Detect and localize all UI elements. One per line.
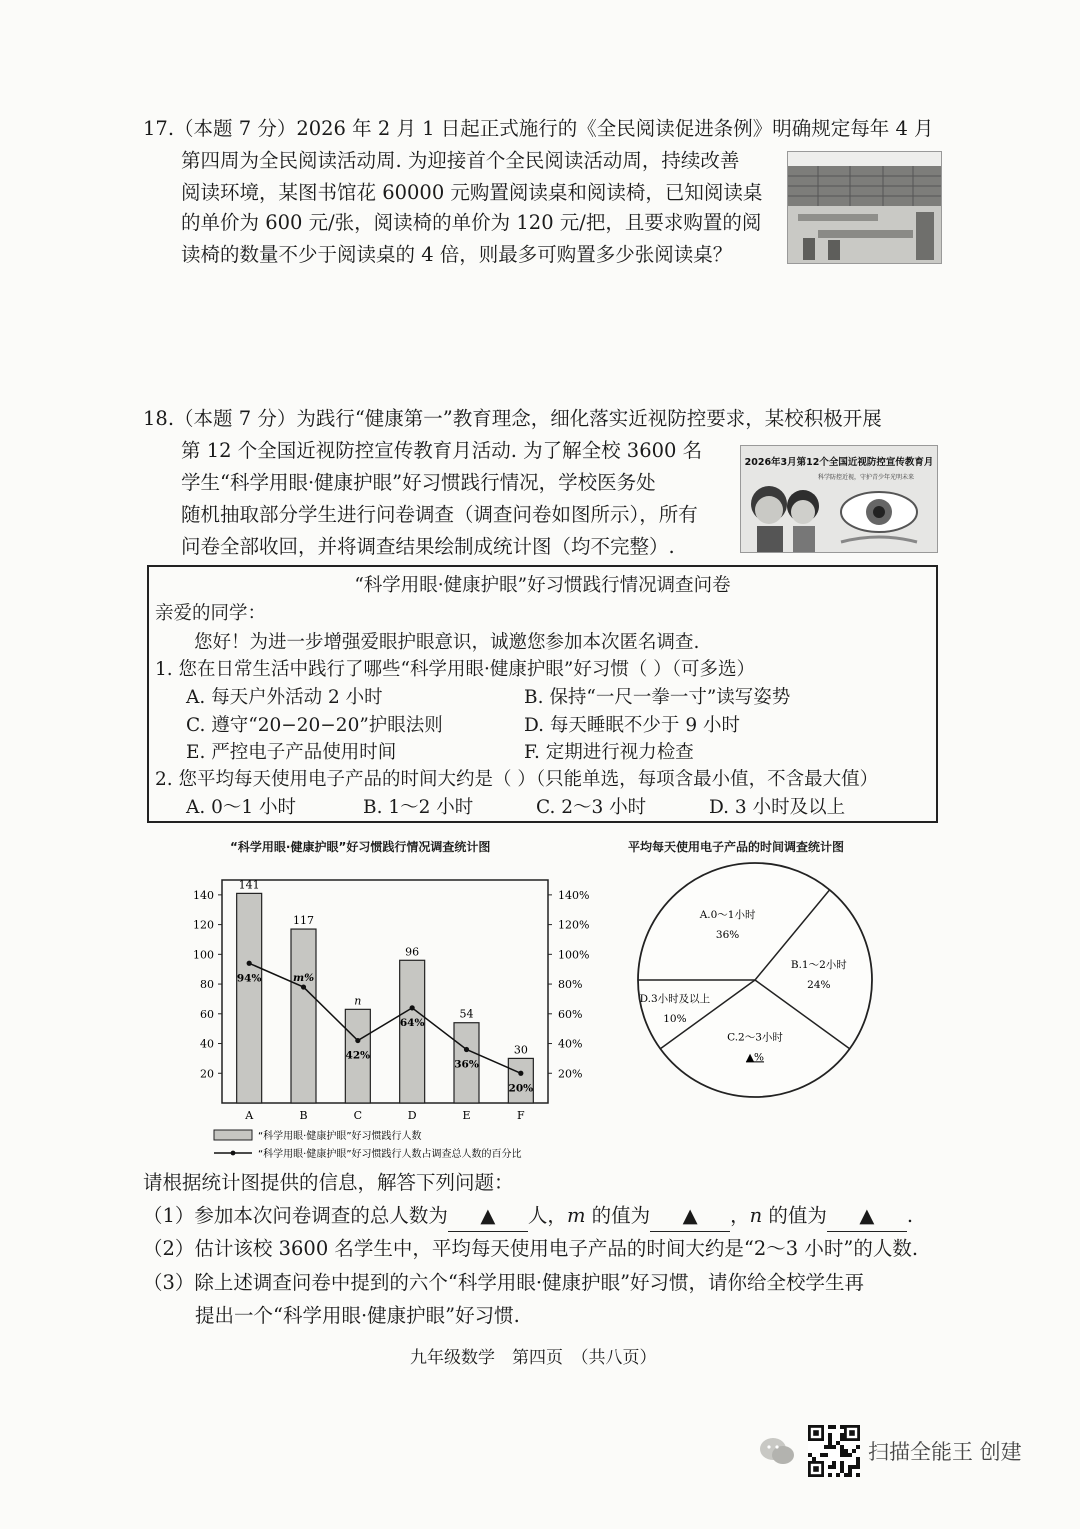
page-footer: 九年级数学 第四页 （共八页） <box>410 1348 657 1368</box>
qr-module <box>832 1425 836 1429</box>
qr-module <box>856 1473 860 1477</box>
x-tick-label: D <box>407 1109 417 1122</box>
qr-module <box>852 1449 856 1453</box>
y2-tick-label: 100% <box>558 948 590 962</box>
qr-module <box>840 1461 844 1465</box>
q18-line-2: 第 12 个全国近视防控宣传教育月活动. 为了解全校 3600 名 <box>181 439 703 462</box>
qr-module <box>828 1445 832 1449</box>
qr-module <box>840 1465 844 1469</box>
y-tick-label: 20 <box>200 1067 214 1081</box>
qr-module <box>840 1469 844 1473</box>
y2-tick-label: 60% <box>558 1007 583 1021</box>
questions-intro: 请根据统计图提供的信息，解答下列问题： <box>143 1171 514 1194</box>
wechat-icon <box>757 1431 797 1471</box>
survey-greeting: 亲爱的同学： <box>155 603 267 624</box>
question-2: （2）估计该校 3600 名学生中，平均每天使用电子产品的时间大约是“2～3 小时”的人数. <box>143 1237 919 1260</box>
qr-module <box>828 1425 832 1429</box>
pie-slice-value: ▲% <box>745 1051 765 1064</box>
qr-module <box>836 1441 840 1445</box>
percent-point <box>464 1047 469 1052</box>
y-tick-label: 120 <box>193 918 214 932</box>
qr-module <box>832 1445 836 1449</box>
survey-intro: 您好！为进一步增强爱眼护眼意识，诚邀您参加本次匿名调查. <box>194 632 700 653</box>
bar-value-label: 30 <box>513 1043 528 1057</box>
q17-line-1: 17.（本题 7 分）2026 年 2 月 1 日起正式施行的《全民阅读促进条例》明确规定每年 4 月 <box>143 117 934 140</box>
q2-option-c: C. 2～3 小时 <box>536 797 647 818</box>
pie-chart-title: 平均每天使用电子产品的时间调查统计图 <box>628 840 845 854</box>
y2-tick-label: 120% <box>558 918 590 932</box>
pie-slice-label: D.3小时及以上 <box>639 993 711 1006</box>
qr-module <box>840 1453 844 1457</box>
qr-module <box>848 1469 852 1473</box>
qr-module <box>812 1457 816 1461</box>
bar-D <box>400 960 425 1103</box>
qr-module <box>848 1465 852 1469</box>
question-1: （1）参加本次问卷调查的总人数为 ▲ 人，m 的值为 ▲ ，n 的值为 ▲ . <box>143 1201 913 1232</box>
x-tick-label: B <box>299 1109 308 1122</box>
qr-module <box>848 1453 852 1457</box>
survey-box <box>147 565 938 823</box>
qr-module <box>828 1465 832 1469</box>
percent-point <box>518 1071 523 1076</box>
q2-option-d: D. 3 小时及以上 <box>709 797 846 818</box>
q17-line-4: 的单价为 600 元/张，阅读椅的单价为 120 元/把，且要求购置的阅 <box>181 211 762 234</box>
qr-finder-core <box>849 1430 855 1436</box>
qr-module <box>840 1425 844 1429</box>
q17-line-2: 第四周为全民阅读活动周. 为迎接首个全民阅读活动周，持续改善 <box>181 149 740 172</box>
qr-module <box>856 1465 860 1469</box>
percent-label: 36% <box>454 1058 479 1071</box>
eye-care-poster <box>740 445 938 553</box>
qr-module <box>828 1437 832 1441</box>
qr-module <box>840 1433 844 1437</box>
pie-slice-value: 10% <box>663 1013 687 1026</box>
y-tick-label: 60 <box>200 1007 214 1021</box>
percent-point <box>301 984 306 989</box>
qr-module <box>824 1445 828 1449</box>
qr-module <box>808 1453 812 1457</box>
y-tick-label: 80 <box>200 978 214 992</box>
question-1-text-c: 的值为 <box>585 1204 651 1227</box>
y-tick-label: 40 <box>200 1037 214 1051</box>
option-b: B. 保持“一尺一拳一寸”读写姿势 <box>524 687 791 708</box>
q18-line-5: 问卷全部收回，并将调查结果绘制成统计图（均不完整）. <box>181 535 675 558</box>
qr-module <box>840 1449 844 1453</box>
pie-slice-label: B.1～2小时 <box>790 958 847 971</box>
legend-bar-swatch <box>214 1130 252 1140</box>
qr-module <box>852 1465 856 1469</box>
q18-line-3: 学生“科学用眼·健康护眼”好习惯践行情况，学校医务处 <box>181 471 656 494</box>
qr-module <box>832 1465 836 1469</box>
pie-slice-value: 36% <box>715 928 740 941</box>
answer-blank-total[interactable]: ▲ <box>448 1201 528 1232</box>
bar-chart <box>180 860 620 1165</box>
poster-subtitle: 科学防控近视，守护青少年光明未来 <box>817 474 914 481</box>
legend-line-marker <box>231 1151 236 1156</box>
qr-module <box>844 1449 848 1453</box>
qr-code-icon <box>808 1425 860 1477</box>
option-a: A. 每天户外活动 2 小时 <box>186 687 383 708</box>
y2-tick-label: 20% <box>558 1067 583 1081</box>
qr-module <box>828 1441 832 1445</box>
variable-n: n <box>749 1204 763 1227</box>
percent-label: 20% <box>508 1082 534 1095</box>
answer-blank-n[interactable]: ▲ <box>827 1201 907 1232</box>
pie-slice-value: 24% <box>807 978 831 991</box>
bar-F <box>508 1058 533 1103</box>
percent-point <box>410 1005 415 1010</box>
percent-point <box>355 1038 360 1043</box>
percent-label: 94% <box>236 972 262 985</box>
q17-line-5: 读椅的数量不少于阅读桌的 4 倍，则最多可购置多少张阅读桌？ <box>181 243 733 266</box>
poster-title: 2026年3月第12个全国近视防控宣传教育月 <box>744 457 934 468</box>
qr-module <box>844 1473 848 1477</box>
legend-line-label: “科学用眼·健康护眼”好习惯践行人数占调查总人数的百分比 <box>258 1149 522 1160</box>
q18-line-4: 随机抽取部分学生进行问卷调查（调查问卷如图所示），所有 <box>181 503 698 526</box>
y-tick-label: 100 <box>193 948 214 962</box>
survey-title: “科学用眼·健康护眼”好习惯践行情况调查问卷 <box>354 575 731 596</box>
y2-tick-label: 140% <box>558 888 590 902</box>
option-d: D. 每天睡眠不少于 9 小时 <box>524 715 740 736</box>
qr-finder-core <box>813 1466 819 1472</box>
q2-option-b: B. 1～2 小时 <box>363 797 474 818</box>
bar-value-label: 117 <box>293 914 314 928</box>
qr-module <box>856 1445 860 1449</box>
pie-slice-label: C.2～3小时 <box>727 1031 783 1044</box>
y-tick-label: 140 <box>193 888 214 902</box>
q2-option-a: A. 0～1 小时 <box>186 797 297 818</box>
y2-tick-label: 40% <box>558 1037 583 1051</box>
bar-value-label: 96 <box>405 945 420 959</box>
percent-line <box>249 963 521 1073</box>
option-f: F. 定期进行视力检查 <box>524 742 694 763</box>
bar-A <box>237 893 262 1103</box>
qr-finder-core <box>813 1430 819 1436</box>
qr-module <box>840 1437 844 1441</box>
legend-bar-label: “科学用眼·健康护眼”好习惯践行人数 <box>258 1131 422 1142</box>
qr-module <box>856 1457 860 1461</box>
question-3-line-1: （3）除上述调查问卷中提到的六个“科学用眼·健康护眼”好习惯，请你给全校学生再 <box>143 1271 865 1294</box>
option-e: E. 严控电子产品使用时间 <box>186 742 397 763</box>
qr-module <box>832 1461 836 1465</box>
qr-module <box>848 1473 852 1477</box>
bar-chart-title: “科学用眼·健康护眼”好习惯践行情况调查统计图 <box>230 840 491 854</box>
question-1-text-e: . <box>906 1204 914 1227</box>
percent-label: m% <box>292 972 315 985</box>
bar-value-label: 141 <box>238 878 260 892</box>
question-1-text-b: 人， <box>527 1204 567 1227</box>
percent-point <box>247 961 252 966</box>
pie-chart <box>635 855 875 1105</box>
pie-slice-label: A.0～1小时 <box>699 908 756 921</box>
q18-line-1: 18.（本题 7 分）为践行“健康第一”教育理念，细化落实近视防控要求，某校积极开展 <box>143 407 882 430</box>
variable-m: m <box>566 1204 586 1227</box>
option-c: C. 遵守“20−20−20”护眼法则 <box>186 715 443 736</box>
bar-value-label: n <box>354 994 362 1008</box>
question-3-line-2: 提出一个“科学用眼·健康护眼”好习惯. <box>195 1304 520 1327</box>
library-photo <box>787 151 942 264</box>
qr-module <box>840 1445 844 1449</box>
question-1-text-a: （1）参加本次问卷调查的总人数为 <box>143 1204 448 1227</box>
percent-label: 42% <box>345 1049 371 1062</box>
plot-frame <box>222 880 548 1103</box>
answer-blank-m[interactable]: ▲ <box>650 1201 730 1232</box>
survey-question-1: 1. 您在日常生活中践行了哪些“科学用眼·健康护眼”好习惯（ ）（可多选） <box>155 659 755 680</box>
x-tick-label: C <box>353 1109 363 1122</box>
q17-line-3: 阅读环境，某图书馆花 60000 元购置阅读桌和阅读椅，已知阅读桌 <box>181 181 763 204</box>
bar-value-label: 54 <box>459 1007 474 1021</box>
qr-module <box>828 1433 832 1437</box>
question-1-text-d: 的值为 <box>762 1204 827 1227</box>
y2-tick-label: 80% <box>558 978 583 992</box>
bar-B <box>291 929 316 1103</box>
qr-module <box>820 1453 824 1457</box>
qr-module <box>824 1453 828 1457</box>
x-tick-label: F <box>517 1109 525 1122</box>
survey-question-2: 2. 您平均每天使用电子产品的时间大约是（ ）（只能单选，每项含最小值，不含最大值） <box>155 769 879 790</box>
percent-label: 64% <box>399 1016 425 1029</box>
qr-module <box>836 1473 840 1477</box>
x-tick-label: A <box>245 1109 254 1122</box>
qr-module <box>828 1473 832 1477</box>
watermark-text: 扫描全能王 创建 <box>868 1440 1022 1464</box>
x-tick-label: E <box>462 1109 471 1122</box>
qr-module <box>856 1461 860 1465</box>
qr-module <box>844 1453 848 1457</box>
